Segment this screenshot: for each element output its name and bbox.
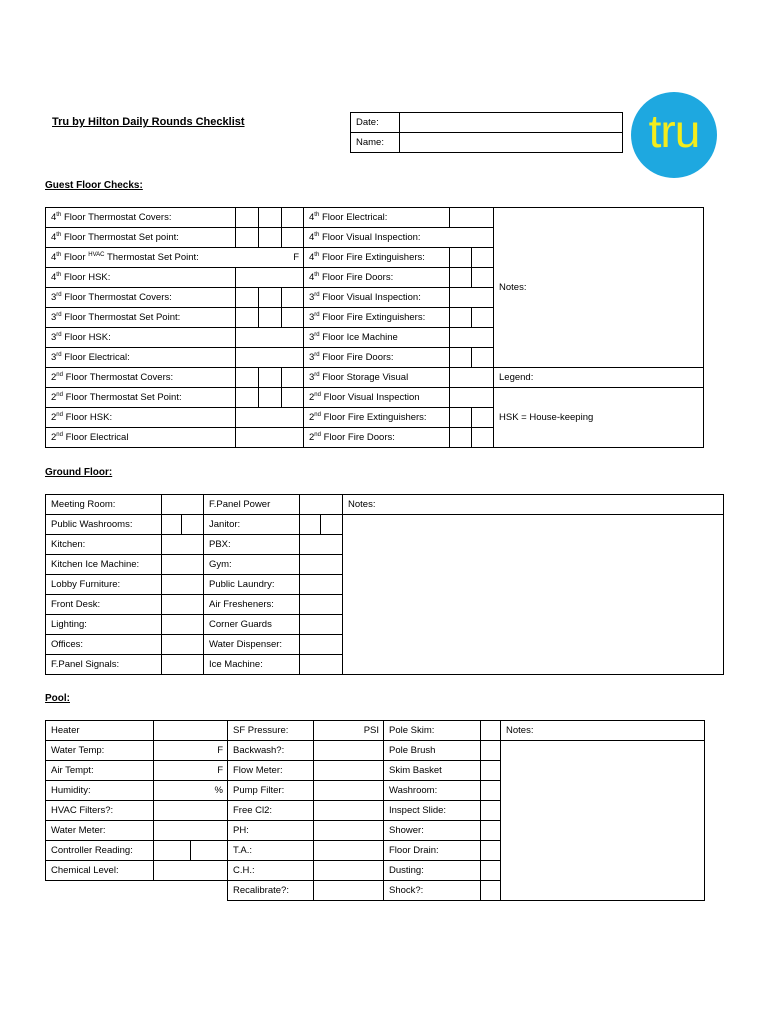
ground-item-label: Kitchen: [46,535,162,555]
pool-value[interactable] [154,841,191,861]
check-box[interactable] [182,515,204,535]
check-box[interactable] [472,308,494,328]
guest-floor-heading: Guest Floor Checks: [45,180,143,191]
pool-item-label: Humidity: [46,781,154,801]
check-box[interactable] [321,515,343,535]
ground-item-label: F.Panel Power [204,495,300,515]
pool-value[interactable] [314,841,384,861]
pool-item-label: Heater [46,721,154,741]
check-box[interactable] [162,635,204,655]
check-box[interactable] [481,821,501,841]
check-box[interactable] [472,408,494,428]
check-box[interactable] [450,328,494,348]
pool-item-label: T.A.: [228,841,314,861]
pool-item-label: Shower: [384,821,481,841]
check-box[interactable] [259,208,282,228]
pool-value[interactable] [191,841,228,861]
guest-row-label: 4th Floor Fire Doors: [304,268,450,288]
check-box[interactable] [162,595,204,615]
pool-item-label: Pole Skim: [384,721,481,741]
check-box[interactable] [162,495,204,515]
check-box[interactable] [162,515,182,535]
check-box[interactable] [236,328,304,348]
check-box[interactable] [282,228,304,248]
pool-notes-area[interactable] [501,741,705,901]
pool-item-label: Pump Filter: [228,781,314,801]
guest-row-label: 4th Floor Electrical: [304,208,450,228]
check-box[interactable] [282,388,304,408]
ground-item-label: Gym: [204,555,300,575]
check-box[interactable] [259,368,282,388]
check-box[interactable] [481,881,501,901]
pool-item-label: Skim Basket [384,761,481,781]
check-box[interactable] [481,781,501,801]
check-box[interactable] [282,368,304,388]
ground-item-label: Lobby Furniture: [46,575,162,595]
ground-item-label: Lighting: [46,615,162,635]
pool-item-label: Washroom: [384,781,481,801]
check-box[interactable] [300,615,343,635]
check-box[interactable] [300,655,343,675]
ground-item-label: Janitor: [204,515,300,535]
check-box[interactable] [259,388,282,408]
check-box[interactable] [236,228,259,248]
check-box[interactable] [450,308,472,328]
pool-item-label: PH: [228,821,314,841]
ground-item-label: F.Panel Signals: [46,655,162,675]
check-box[interactable] [162,575,204,595]
check-box[interactable] [236,208,259,228]
check-box[interactable] [472,428,494,448]
check-box[interactable] [300,635,343,655]
check-box[interactable] [162,655,204,675]
date-field[interactable] [400,113,623,133]
legend-item: HSK = House-keeping [494,388,704,448]
pool-value[interactable] [314,801,384,821]
check-box[interactable] [300,575,343,595]
pool-item-label: Chemical Level: [46,861,154,881]
check-box[interactable] [259,228,282,248]
check-box[interactable] [162,535,204,555]
guest-row-label: 4th Floor Visual Inspection: [304,228,494,248]
guest-notes[interactable]: Notes: [494,208,704,368]
pool-value[interactable] [314,781,384,801]
guest-row-label: 2nd Floor Thermostat Covers: [46,368,236,388]
ground-item-label: Front Desk: [46,595,162,615]
check-box[interactable] [300,555,343,575]
guest-floor-table [45,207,704,448]
check-box[interactable] [472,248,494,268]
ground-item-label: Water Dispenser: [204,635,300,655]
pool-item-label: Shock?: [384,881,481,901]
guest-row-label: 3rd Floor Thermostat Covers: [46,288,236,308]
check-box[interactable] [300,595,343,615]
guest-row-label: 3rd Floor HSK: [46,328,236,348]
guest-row-label: 3rd Floor Fire Extinguishers: [304,308,450,328]
guest-row-label: 4th Floor $^{HVAC}$ Thermostat Set Point: [46,248,236,268]
check-box[interactable] [236,428,304,448]
pool-item-label: HVAC Filters?: [46,801,154,821]
pool-item-label: Air Tempt: [46,761,154,781]
pool-value[interactable] [154,801,228,821]
pool-value[interactable] [154,721,228,741]
name-field[interactable] [400,133,623,153]
pool-item-label: Controller Reading: [46,841,154,861]
guest-row-label: 3rd Floor Ice Machine [304,328,450,348]
ground-item-label: Kitchen Ice Machine: [46,555,162,575]
pool-item-label: Free Cl2: [228,801,314,821]
pool-item-label: Water Temp: [46,741,154,761]
check-box[interactable] [300,495,343,515]
check-box[interactable] [236,348,304,368]
check-box[interactable] [450,268,472,288]
pool-value[interactable]: F [154,741,228,761]
guest-row-label: 3rd Floor Fire Doors: [304,348,450,368]
check-box[interactable] [481,741,501,761]
check-box[interactable] [450,248,472,268]
pool-value[interactable] [314,861,384,881]
guest-row-label: 4th Floor HSK: [46,268,236,288]
pool-value[interactable]: PSI [314,721,384,741]
check-box[interactable] [300,515,321,535]
pool-table [45,720,705,901]
pool-notes-label: Notes: [501,721,705,741]
ground-floor-heading: Ground Floor: [45,467,113,478]
pool-item-label: Backwash?: [228,741,314,761]
guest-row-label: 3rd Floor Storage Visual [304,368,450,388]
pool-item-label: Dusting: [384,861,481,881]
pool-item-label: C.H.: [228,861,314,881]
guest-row-label: 4th Floor Fire Extinguishers: [304,248,450,268]
pool-value[interactable] [154,861,228,881]
ground-item-label: Corner Guards [204,615,300,635]
page-title: Tru by Hilton Daily Rounds Checklist [52,116,245,128]
check-box[interactable] [481,861,501,881]
check-box[interactable] [282,308,304,328]
guest-row-label: 2nd Floor Electrical [46,428,236,448]
guest-row-label: 2nd Floor Thermostat Set Point: [46,388,236,408]
pool-item-label: Pole Brush [384,741,481,761]
pool-item-label: Inspect Slide: [384,801,481,821]
check-box[interactable] [236,368,259,388]
check-box[interactable] [236,408,304,428]
pool-item-label: Floor Drain: [384,841,481,861]
check-box[interactable] [481,761,501,781]
check-box[interactable] [236,308,259,328]
pool-value[interactable] [314,741,384,761]
pool-value[interactable]: % [154,781,228,801]
ground-notes-area[interactable] [343,515,724,675]
check-box[interactable] [450,428,472,448]
check-box[interactable] [472,268,494,288]
check-box[interactable] [481,841,501,861]
ground-item-label: PBX: [204,535,300,555]
ground-item-label: Public Laundry: [204,575,300,595]
legend-label: Legend: [494,368,704,388]
check-box[interactable] [450,348,472,368]
name-label: Name: [351,133,400,153]
check-box[interactable] [450,368,494,388]
logo-text: tru [648,105,700,157]
header-table [350,112,623,153]
check-box[interactable] [300,535,343,555]
guest-row-label: 4th Floor Thermostat Set point: [46,228,236,248]
set-point-unit[interactable]: F [236,248,304,268]
check-box[interactable] [259,288,282,308]
pool-heading: Pool: [45,693,70,704]
check-box[interactable] [162,555,204,575]
pool-value[interactable] [314,881,384,901]
guest-row-label: 3rd Floor Visual Inspection: [304,288,450,308]
pool-empty-cell [46,881,228,901]
pool-item-label: SF Pressure: [228,721,314,741]
guest-row-label: 2nd Floor HSK: [46,408,236,428]
check-box[interactable] [481,721,501,741]
check-box[interactable] [236,388,259,408]
ground-item-label: Meeting Room: [46,495,162,515]
guest-row-label: 3rd Floor Electrical: [46,348,236,368]
guest-row-label: 2nd Floor Fire Doors: [304,428,450,448]
pool-value[interactable] [314,761,384,781]
guest-row-label: 3rd Floor Thermostat Set Point: [46,308,236,328]
check-box[interactable] [236,268,304,288]
pool-value[interactable] [314,821,384,841]
pool-item-label: Water Meter: [46,821,154,841]
ground-item-label: Public Washrooms: [46,515,162,535]
date-label: Date: [351,113,400,133]
check-box[interactable] [282,208,304,228]
check-box[interactable] [481,801,501,821]
guest-row-label: 4th Floor Thermostat Covers: [46,208,236,228]
ground-item-label: Air Fresheners: [204,595,300,615]
ground-floor-table [45,494,724,675]
ground-item-label: Offices: [46,635,162,655]
guest-row-label: 2nd Floor Fire Extinguishers: [304,408,450,428]
check-box[interactable] [162,615,204,635]
check-box[interactable] [450,288,494,308]
guest-row-label: 2nd Floor Visual Inspection [304,388,450,408]
check-box[interactable] [472,348,494,368]
pool-value[interactable]: F [154,761,228,781]
tru-logo [631,92,717,178]
check-box[interactable] [282,288,304,308]
pool-value[interactable] [154,821,228,841]
check-box[interactable] [450,388,494,408]
ground-notes-label: Notes: [343,495,724,515]
check-box[interactable] [450,208,494,228]
check-box[interactable] [450,408,472,428]
check-box[interactable] [259,308,282,328]
pool-item-label: Recalibrate?: [228,881,314,901]
pool-item-label: Flow Meter: [228,761,314,781]
ground-item-label: Ice Machine: [204,655,300,675]
check-box[interactable] [236,288,259,308]
